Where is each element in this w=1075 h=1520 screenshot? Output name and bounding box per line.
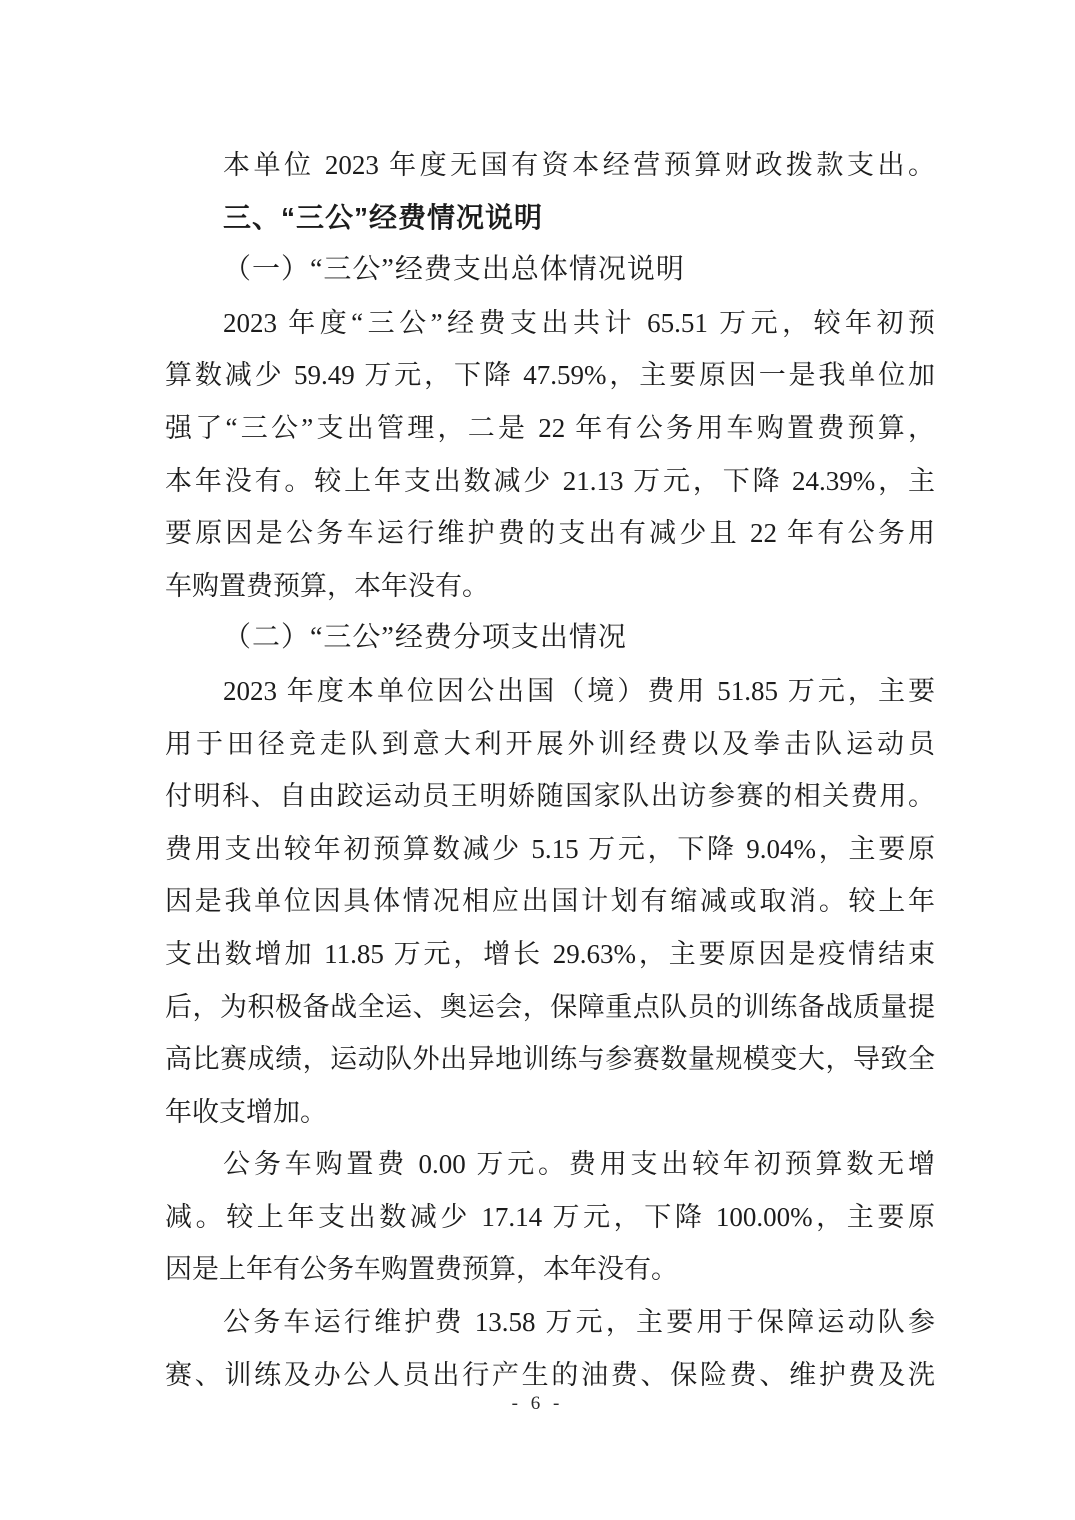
text-line: 2023 年度本单位因公出国（境）费用 51.85 万元，主要 <box>223 675 935 706</box>
text-line: 赛、训练及办公人员出行产生的油费、保险费、维护费及洗 <box>165 1359 935 1390</box>
subsection-heading: （二）“三公”经费分项支出情况 <box>223 622 627 654</box>
text-line: 公务车购置费 0.00 万元。费用支出较年初预算数无增 <box>223 1149 935 1180</box>
text-line: 年收支增加。 <box>165 1096 327 1127</box>
text-line: 要原因是公务车运行维护费的支出有减少且 22 年有公务用 <box>165 518 935 549</box>
section-heading: 三、“三公”经费情况说明 <box>223 201 544 233</box>
text-line: 高比赛成绩，运动队外出异地训练与参赛数量规模变大，导致全 <box>165 1044 935 1075</box>
text-line: 减。较上年支出数减少 17.14 万元，下降 100.00%，主要原 <box>165 1201 935 1232</box>
text-line: 强了“三公”支出管理，二是 22 年有公务用车购置费预算， <box>165 412 935 443</box>
document-lines <box>165 139 935 1401</box>
text-line: 付明科、自由跤运动员王明娇随国家队出访参赛的相关费用。 <box>165 781 935 812</box>
text-line: 因是上年有公务车购置费预算，本年没有。 <box>165 1254 678 1285</box>
text-line: 支出数增加 11.85 万元，增长 29.63%，主要原因是疫情结束 <box>165 938 935 969</box>
text-line: 公务车运行维护费 13.58 万元，主要用于保障运动队参 <box>223 1307 935 1338</box>
text-line: 本单位 2023 年度无国有资本经营预算财政拨款支出。 <box>223 150 935 180</box>
text-line: 用于田径竞走队到意大利开展外训经费以及拳击队运动员 <box>165 728 935 759</box>
text-line: 2023 年度“三公”经费支出共计 65.51 万元，较年初预 <box>223 307 935 338</box>
page-number: - 6 - <box>511 1393 564 1414</box>
text-line: 车购置费预算，本年没有。 <box>165 570 489 601</box>
subsection-heading: （一）“三公”经费支出总体情况说明 <box>223 254 685 286</box>
text-line: 因是我单位因具体情况相应出国计划有缩减或取消。较上年 <box>165 886 935 917</box>
text-line: 算数减少 59.49 万元，下降 47.59%，主要原因一是我单位加 <box>165 360 935 391</box>
text-line: 后，为积极备战全运、奥运会，保障重点队员的训练备战质量提 <box>165 991 935 1022</box>
text-line: 费用支出较年初预算数减少 5.15 万元，下降 9.04%，主要原 <box>165 833 935 864</box>
text-line: 本年没有。较上年支出数减少 21.13 万元，下降 24.39%，主 <box>165 465 935 496</box>
